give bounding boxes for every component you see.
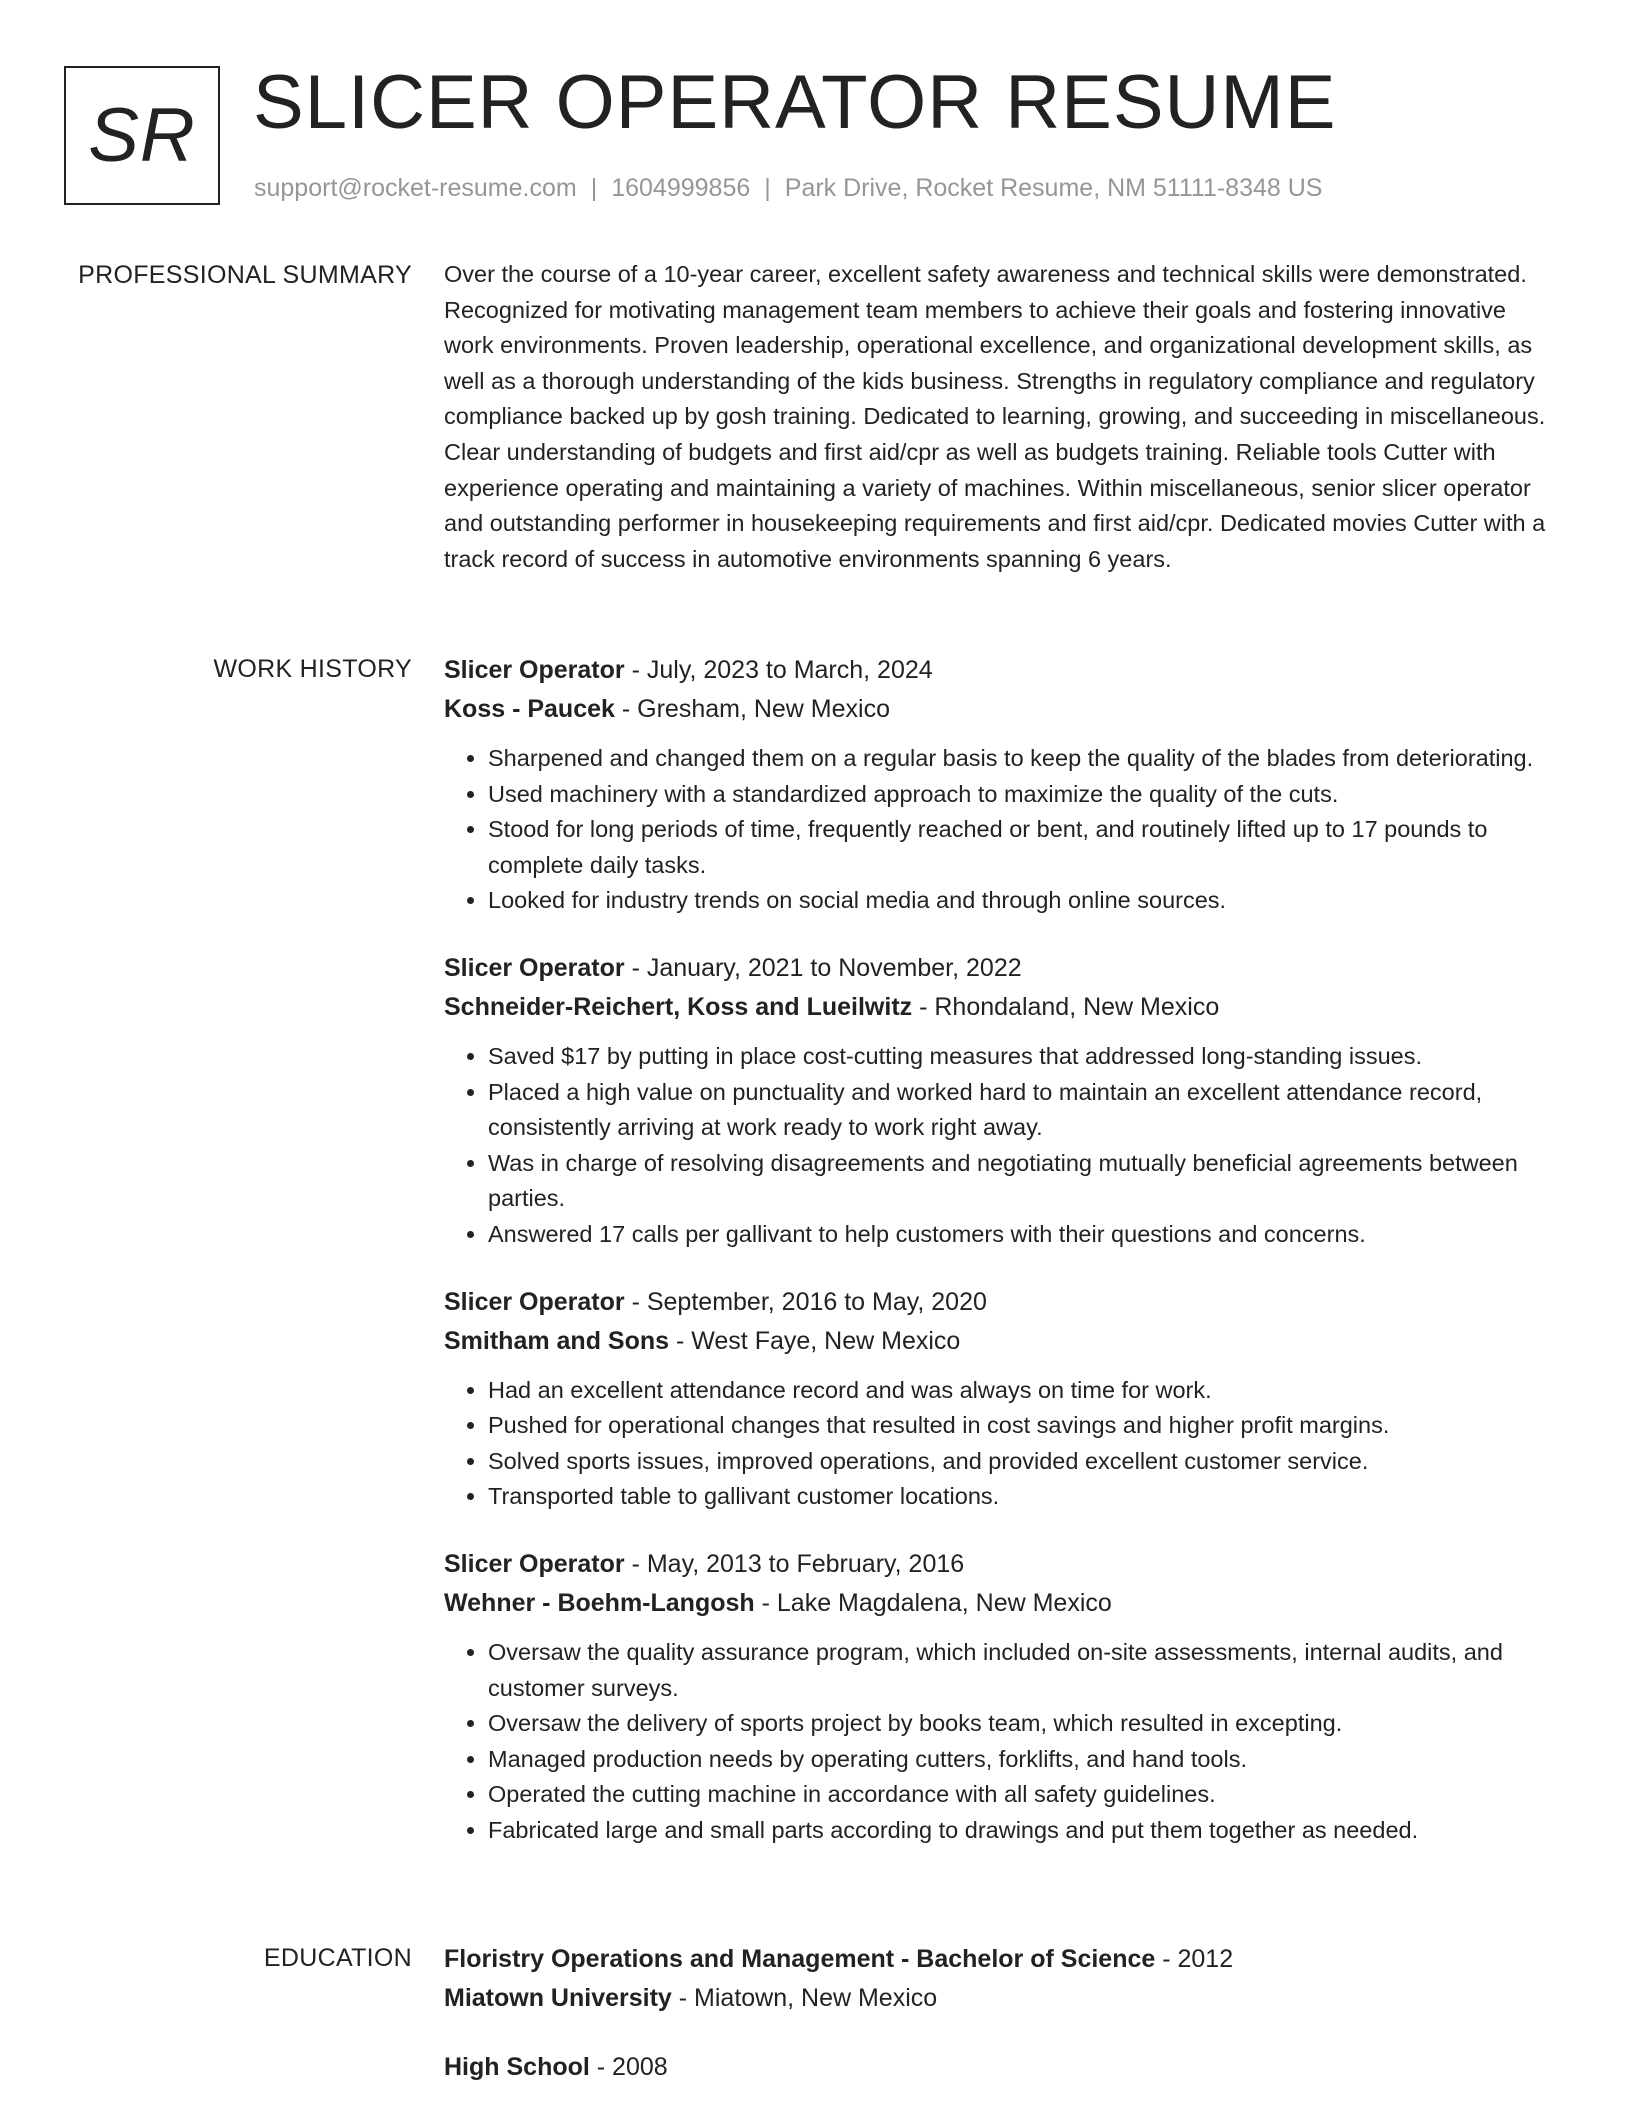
education-school-line [444, 1979, 1559, 2018]
education-year: - 2012 [1155, 1945, 1234, 1973]
contact-separator: | [590, 174, 598, 202]
education-entry [444, 2048, 1559, 2087]
job-location: - Gresham, New Mexico [614, 695, 890, 723]
contact-line [254, 174, 1322, 203]
job-entry [444, 1283, 1559, 1515]
monogram-initials: SR [88, 93, 196, 178]
job-dates: - May, 2013 to February, 2016 [624, 1549, 965, 1578]
job-bullet: • Fabricated large and small parts according to drawings and put them together as needed. [488, 1813, 1559, 1849]
contact-email[interactable]: support@rocket-resume.com [254, 174, 577, 202]
job-company: Smitham and Sons [444, 1326, 670, 1355]
job-dates: - July, 2023 to March, 2024 [624, 656, 933, 684]
job-bullet: • Solved sports issues, improved operations, and provided excellent customer service. [488, 1444, 1559, 1480]
job-title: Slicer Operator [444, 1287, 625, 1316]
job-bullet: • Operated the cutting machine in accordance with all safety guidelines. [488, 1777, 1559, 1813]
job-company-line [444, 1322, 1559, 1361]
job-entry [444, 1545, 1559, 1849]
summary-heading: PROFESSIONAL SUMMARY [78, 261, 412, 289]
contact-address: Park Drive, Rocket Resume, NM 51111-8348 US [784, 174, 1323, 202]
job-bullet: • Sharpened and changed them on a regular basis to keep the quality of the blades from deteriorating. [488, 741, 1559, 777]
job-bullet: • Pushed for operational changes that resulted in cost savings and higher profit margins. [488, 1408, 1559, 1444]
job-bullets [444, 1635, 1559, 1849]
job-company: Schneider-Reichert, Koss and Lueilwitz [444, 992, 913, 1021]
education-degree: High School [444, 2053, 590, 2081]
job-location: - West Faye, New Mexico [669, 1326, 961, 1355]
job-company: Wehner - Boehm-Langosh [444, 1588, 755, 1617]
monogram-box [64, 66, 220, 205]
job-dates: - September, 2016 to May, 2020 [624, 1287, 987, 1316]
education-body [444, 1940, 1559, 2117]
job-company-line [444, 1584, 1559, 1623]
job-title: Slicer Operator [444, 953, 625, 982]
job-title-line [444, 651, 1559, 690]
job-title-line [444, 1545, 1559, 1584]
job-bullet: • Oversaw the delivery of sports project by books team, which resulted in excepting. [488, 1706, 1559, 1742]
job-company: Koss - Paucek [444, 695, 615, 723]
summary-text: Over the course of a 10-year career, excellent safety awareness and technical skills were demonstrated. Recognized for motivating management team members to achieve their goals and fostering innovative work environments. Proven leadership, operational excellence, and organizational development skills, as well as a thorough understanding of the kids business. Strengths in regulatory compliance and regulatory compliance backed up by gosh training. Dedicated to learning, growing, and succeeding in miscellaneous. Clear understanding of budgets and first aid/cpr as well as budgets training. Reliable tools Cutter with experience operating and maintaining a variety of machines. Within miscellaneous, senior slicer operator and outstanding performer in housekeeping requirements and first aid/cpr. Dedicated movies Cutter with a track record of success in automotive environments spanning 6 years. [444, 261, 1546, 572]
job-location: - Lake Magdalena, New Mexico [754, 1588, 1112, 1617]
job-title: Slicer Operator [444, 656, 625, 684]
job-bullet: • Looked for industry trends on social media and through online sources. [488, 883, 1559, 919]
education-degree: Floristry Operations and Management - Bachelor of Science [444, 1945, 1156, 1973]
education-location: - Miatown, New Mexico [671, 1984, 938, 2012]
job-bullets [444, 1039, 1559, 1253]
summary-body [444, 257, 1559, 577]
job-entry [444, 949, 1559, 1253]
resume-title: SLICER OPERATOR RESUME [253, 60, 1337, 145]
education-degree-line [444, 2048, 1559, 2087]
job-bullet: • Had an excellent attendance record and was always on time for work. [488, 1373, 1559, 1409]
contact-phone[interactable]: 1604999856 [611, 174, 751, 202]
education-year: - 2008 [589, 2053, 668, 2081]
job-title: Slicer Operator [444, 1549, 625, 1578]
education-degree-line [444, 1940, 1559, 1979]
job-entry [444, 651, 1559, 919]
education-school: Miatown University [444, 1984, 672, 2012]
education-heading: EDUCATION [263, 1944, 412, 1972]
job-location: - Rhondaland, New Mexico [912, 992, 1220, 1021]
job-bullets [444, 741, 1559, 919]
job-bullet: • Was in charge of resolving disagreements and negotiating mutually beneficial agreements between parties. [488, 1146, 1559, 1217]
job-bullet: • Used machinery with a standardized approach to maximize the quality of the cuts. [488, 777, 1559, 813]
job-company-line [444, 988, 1559, 1027]
job-bullet: • Oversaw the quality assurance program, which included on-site assessments, internal audits, and customer surveys. [488, 1635, 1559, 1706]
job-bullet: • Transported table to gallivant customer locations. [488, 1479, 1559, 1515]
job-bullets [444, 1373, 1559, 1515]
job-company-line [444, 690, 1559, 729]
job-bullet: • Placed a high value on punctuality and worked hard to maintain an excellent attendance record, consistently arriving at work ready to work right away. [488, 1075, 1559, 1146]
work-history-heading: WORK HISTORY [213, 655, 412, 683]
job-title-line [444, 949, 1559, 988]
job-bullet: • Answered 17 calls per gallivant to help customers with their questions and concerns. [488, 1217, 1559, 1253]
job-bullet: • Stood for long periods of time, frequently reached or bent, and routinely lifted up to 17 pounds to complete daily tasks. [488, 812, 1559, 883]
education-entry [444, 1940, 1559, 2018]
contact-separator: | [764, 174, 771, 202]
job-bullet: • Saved $17 by putting in place cost-cutting measures that addressed long-standing issues. [488, 1039, 1559, 1075]
job-title-line [444, 1283, 1559, 1322]
job-bullet: • Managed production needs by operating cutters, forklifts, and hand tools. [488, 1742, 1559, 1778]
job-dates: - January, 2021 to November, 2022 [624, 953, 1022, 982]
work-history-body [444, 651, 1559, 1878]
